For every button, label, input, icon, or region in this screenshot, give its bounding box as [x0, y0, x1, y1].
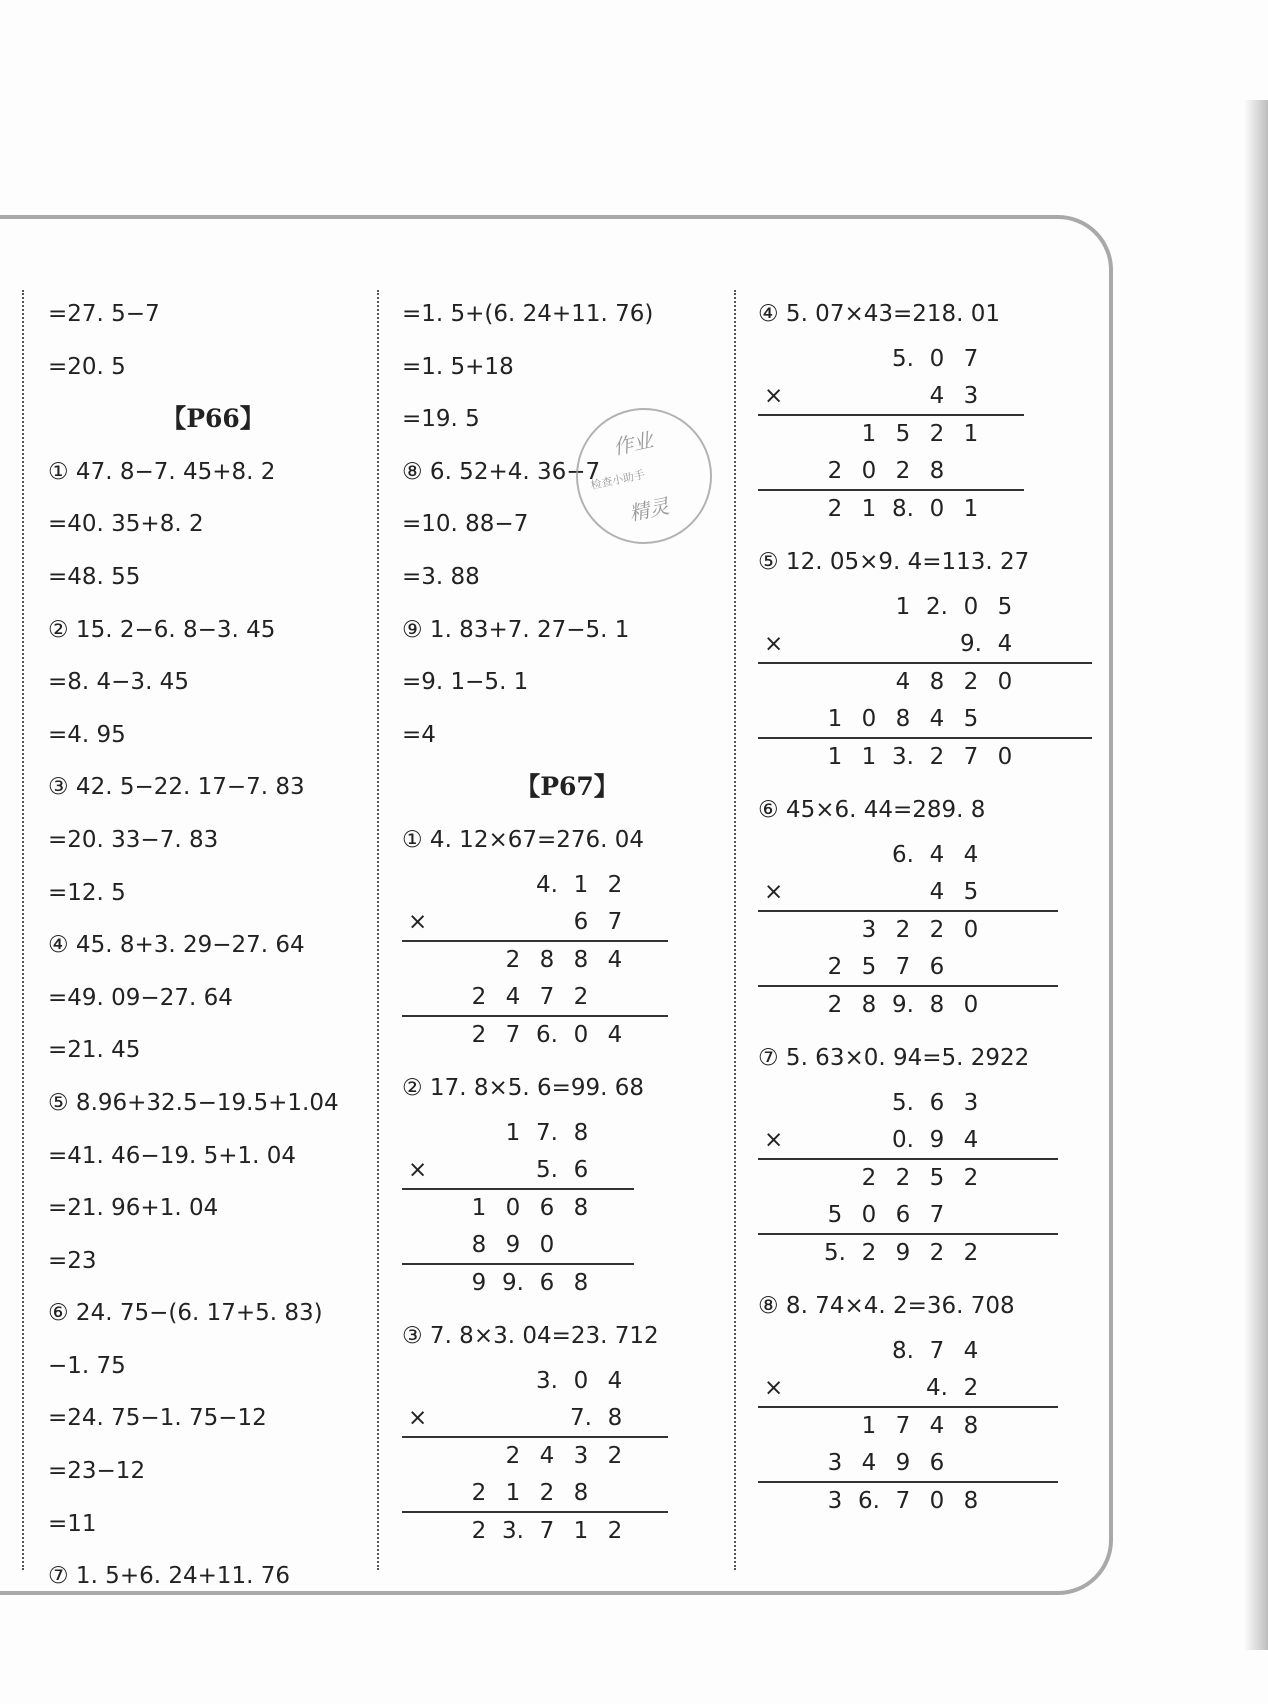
answer-line: =8. 4−3. 45	[48, 669, 189, 696]
answer-line: ⑧ 8. 74×4. 2=36. 708	[758, 1293, 1015, 1320]
calc-digit: 9.	[892, 991, 914, 1018]
answer-line: ⑧ 6. 52+4. 36−7	[402, 458, 601, 485]
answer-line: ① 47. 8−7. 45+8. 2	[48, 458, 276, 485]
calc-digit: 8	[607, 1405, 623, 1432]
calc-row	[758, 341, 1024, 379]
calc-digit: 2	[895, 916, 911, 943]
calc-digit: 7	[929, 1337, 945, 1364]
calc-digit: 1	[471, 1194, 487, 1221]
calc-digit: 6	[539, 1194, 555, 1221]
multiply-sign: ×	[764, 879, 784, 906]
calc-digit: 5.	[892, 345, 914, 372]
calc-digit: 4	[929, 706, 945, 733]
calc-digit: 8.	[892, 495, 914, 522]
calc-row	[402, 1227, 634, 1265]
calc-digit: 3	[827, 1450, 843, 1477]
calc-row	[758, 1085, 1058, 1123]
calc-digit: 8	[861, 991, 877, 1018]
vertical-calculation	[758, 341, 1024, 529]
calc-row	[402, 1438, 668, 1476]
calc-digit: 2	[895, 1164, 911, 1191]
answer-line: ⑦ 5. 63×0. 94=5. 2922	[758, 1045, 1030, 1072]
answer-line: ⑨ 1. 83+7. 27−5. 1	[402, 616, 630, 643]
answer-line: ③ 42. 5−22. 17−7. 83	[48, 774, 305, 801]
multiply-sign: ×	[408, 1157, 428, 1184]
calc-row	[758, 1370, 1058, 1408]
calc-digit: 2	[573, 984, 589, 1011]
calc-digit: 2	[929, 916, 945, 943]
calc-digit: 8	[573, 1480, 589, 1507]
page-edge-shadow	[1244, 100, 1268, 1650]
calc-digit: 2	[827, 991, 843, 1018]
answer-line: =20. 5	[48, 353, 126, 380]
calc-digit: 3	[827, 1487, 843, 1514]
calc-row	[758, 453, 1024, 491]
calc-digit: 7.	[536, 1119, 558, 1146]
calc-digit: 0	[929, 495, 945, 522]
calc-digit: 0.	[892, 1127, 914, 1154]
calc-digit: 4	[607, 1367, 623, 1394]
calc-digit: 6	[929, 1450, 945, 1477]
calc-digit: 3	[963, 1089, 979, 1116]
calc-digit: 4	[997, 631, 1013, 658]
calc-digit: 6	[929, 1089, 945, 1116]
calc-digit: 8.	[892, 1337, 914, 1364]
calc-digit: 2	[929, 1239, 945, 1266]
answer-line: ⑤ 8.96+32.5−19.5+1.04	[48, 1089, 339, 1116]
calc-row	[402, 867, 668, 905]
calc-row	[402, 1115, 634, 1153]
calc-digit: 2	[539, 1480, 555, 1507]
calc-digit: 8	[471, 1232, 487, 1259]
calc-digit: 5	[997, 593, 1013, 620]
calc-digit: 3.	[536, 1367, 558, 1394]
calc-digit: 4	[539, 1442, 555, 1469]
calc-digit: 2.	[926, 593, 948, 620]
calc-digit: 2	[471, 1021, 487, 1048]
calc-digit: 0	[997, 743, 1013, 770]
stamp-text-mid: 检查小助手	[589, 467, 647, 493]
calc-digit: 8	[929, 668, 945, 695]
answer-line: ⑦ 1. 5+6. 24+11. 76	[48, 1563, 291, 1590]
calc-row	[758, 589, 1092, 627]
calc-digit: 4	[963, 841, 979, 868]
calc-digit: 1	[963, 495, 979, 522]
calc-digit: 8	[573, 1119, 589, 1146]
calc-digit: 1	[895, 593, 911, 620]
section-heading: 【P67】	[515, 772, 619, 802]
calc-row	[758, 378, 1024, 416]
calc-digit: 2	[895, 458, 911, 485]
answer-line: ④ 5. 07×43=218. 01	[758, 301, 1001, 327]
answer-line: ① 4. 12×67=276. 04	[402, 826, 645, 853]
calc-digit: 2	[505, 1442, 521, 1469]
calc-row	[402, 1017, 668, 1055]
calc-digit: 7.	[570, 1405, 592, 1432]
calc-row	[758, 1483, 1058, 1521]
calc-row	[758, 1122, 1058, 1160]
calc-digit: 1	[861, 743, 877, 770]
calc-digit: 2	[827, 458, 843, 485]
answer-line: =20. 33−7. 83	[48, 826, 219, 853]
vertical-calculation	[402, 867, 668, 1055]
vertical-calculation	[402, 1363, 668, 1551]
calc-row	[402, 904, 668, 942]
calc-digit: 1	[573, 871, 589, 898]
calc-row	[758, 1160, 1058, 1198]
vertical-calculation	[758, 837, 1058, 1025]
stamp-text-bottom: 精灵	[627, 493, 672, 526]
calc-digit: 6.	[892, 841, 914, 868]
calc-digit: 0	[505, 1194, 521, 1221]
column-divider	[22, 290, 24, 1570]
calc-digit: 4	[929, 841, 945, 868]
calc-row	[758, 1235, 1058, 1273]
calc-digit: 7	[505, 1021, 521, 1048]
calc-row	[402, 942, 668, 980]
calc-digit: 9	[895, 1450, 911, 1477]
calc-digit: 0	[997, 668, 1013, 695]
calc-digit: 2	[963, 1375, 979, 1402]
calc-row	[402, 979, 668, 1017]
calc-digit: 5	[827, 1202, 843, 1229]
calc-digit: 9	[505, 1232, 521, 1259]
calc-digit: 1	[573, 1517, 589, 1544]
calc-digit: 7	[929, 1202, 945, 1229]
answer-line: ⑤ 12. 05×9. 4=113. 27	[758, 549, 1030, 576]
calc-digit: 5.	[824, 1239, 846, 1266]
calc-digit: 4	[963, 1337, 979, 1364]
calc-digit: 9	[471, 1269, 487, 1296]
vertical-calculation	[758, 1085, 1058, 1273]
calc-digit: 1	[861, 1412, 877, 1439]
calc-digit: 8	[929, 458, 945, 485]
answer-line: =23−12	[48, 1458, 146, 1485]
answer-column-3	[758, 288, 1098, 1528]
calc-digit: 0	[963, 916, 979, 943]
calc-digit: 0	[929, 1487, 945, 1514]
calc-digit: 0	[861, 458, 877, 485]
calc-digit: 4.	[926, 1375, 948, 1402]
calc-digit: 4	[929, 383, 945, 410]
calc-row	[758, 664, 1092, 702]
calc-digit: 1	[827, 743, 843, 770]
answer-line: ⑥ 24. 75−(6. 17+5. 83)	[48, 1300, 323, 1327]
calc-digit: 8	[895, 706, 911, 733]
calc-digit: 6.	[536, 1021, 558, 1048]
calc-digit: 4	[963, 1127, 979, 1154]
calc-digit: 1	[827, 706, 843, 733]
answer-line: =4	[402, 721, 436, 748]
calc-digit: 2	[861, 1239, 877, 1266]
calc-digit: 0	[929, 345, 945, 372]
vertical-calculation	[402, 1115, 634, 1303]
calc-digit: 2	[505, 946, 521, 973]
calc-digit: 3	[963, 383, 979, 410]
calc-digit: 6.	[858, 1487, 880, 1514]
calc-digit: 9	[929, 1127, 945, 1154]
calc-digit: 5.	[536, 1157, 558, 1184]
calc-digit: 2	[607, 1442, 623, 1469]
calc-row	[758, 626, 1092, 664]
multiply-sign: ×	[764, 631, 784, 658]
answer-line: =1. 5+(6. 24+11. 76)	[402, 301, 654, 327]
calc-row	[758, 987, 1058, 1025]
calc-row	[758, 1333, 1058, 1371]
calc-digit: 3	[573, 1442, 589, 1469]
calc-digit: 2	[963, 668, 979, 695]
calc-row	[402, 1152, 634, 1190]
calc-digit: 4	[505, 984, 521, 1011]
calc-digit: 8	[573, 946, 589, 973]
calc-digit: 9.	[502, 1269, 524, 1296]
calc-digit: 1	[505, 1480, 521, 1507]
answer-line: =49. 09−27. 64	[48, 984, 233, 1011]
calc-digit: 6	[573, 909, 589, 936]
calc-digit: 2	[929, 743, 945, 770]
calc-digit: 3	[861, 916, 877, 943]
multiply-sign: ×	[764, 1127, 784, 1154]
calc-digit: 6	[539, 1269, 555, 1296]
calc-digit: 7	[895, 1412, 911, 1439]
calc-row	[758, 837, 1058, 875]
calc-digit: 2	[827, 954, 843, 981]
calc-row	[402, 1400, 668, 1438]
answer-line: =27. 5−7	[48, 301, 160, 327]
vertical-calculation	[758, 589, 1092, 777]
calc-digit: 2	[963, 1164, 979, 1191]
calc-digit: 8	[963, 1487, 979, 1514]
answer-line: =21. 96+1. 04	[48, 1195, 219, 1222]
stamp-text-top: 作业	[610, 427, 656, 460]
answer-column-1	[48, 288, 378, 1603]
calc-row	[758, 1445, 1058, 1483]
answer-line: =1. 5+18	[402, 353, 514, 380]
calc-row	[402, 1513, 668, 1551]
calc-digit: 3.	[502, 1517, 524, 1544]
calc-digit: 1	[505, 1119, 521, 1146]
calc-digit: 4	[607, 946, 623, 973]
calc-digit: 9.	[960, 631, 982, 658]
calc-row	[758, 1408, 1058, 1446]
calc-digit: 0	[573, 1367, 589, 1394]
answer-line: =23	[48, 1247, 97, 1274]
answer-line: =3. 88	[402, 563, 480, 590]
answer-line: =4. 95	[48, 721, 126, 748]
calc-digit: 8	[963, 1412, 979, 1439]
calc-digit: 7	[607, 909, 623, 936]
answer-line: −1. 75	[48, 1352, 126, 1379]
answer-line: =24. 75−1. 75−12	[48, 1405, 267, 1432]
calc-digit: 1	[861, 420, 877, 447]
calc-digit: 0	[861, 706, 877, 733]
answer-line: ② 17. 8×5. 6=99. 68	[402, 1075, 645, 1102]
calc-digit: 7	[963, 743, 979, 770]
calc-digit: 9	[895, 1239, 911, 1266]
calc-digit: 8	[539, 946, 555, 973]
answer-line: =12. 5	[48, 879, 126, 906]
calc-digit: 4	[607, 1021, 623, 1048]
calc-row	[758, 491, 1024, 529]
answer-line: ③ 7. 8×3. 04=23. 712	[402, 1323, 659, 1350]
calc-digit: 2	[861, 1164, 877, 1191]
calc-digit: 6	[573, 1157, 589, 1184]
calc-row	[758, 701, 1092, 739]
calc-digit: 6	[929, 954, 945, 981]
answer-line: =48. 55	[48, 563, 141, 590]
calc-row	[758, 739, 1092, 777]
calc-digit: 8	[573, 1269, 589, 1296]
calc-digit: 1	[861, 495, 877, 522]
calc-digit: 7	[895, 1487, 911, 1514]
answer-line: =40. 35+8. 2	[48, 511, 204, 538]
calc-row	[758, 416, 1024, 454]
calc-digit: 2	[963, 1239, 979, 1266]
calc-digit: 2	[471, 984, 487, 1011]
calc-digit: 2	[471, 1517, 487, 1544]
calc-digit: 5.	[892, 1089, 914, 1116]
calc-row	[402, 1363, 668, 1401]
calc-digit: 0	[573, 1021, 589, 1048]
calc-digit: 2	[607, 1517, 623, 1544]
vertical-calculation	[758, 1333, 1058, 1521]
calc-digit: 2	[607, 871, 623, 898]
calc-digit: 7	[895, 954, 911, 981]
multiply-sign: ×	[408, 1405, 428, 1432]
multiply-sign: ×	[764, 383, 784, 410]
calc-digit: 0	[963, 991, 979, 1018]
calc-digit: 7	[539, 984, 555, 1011]
answer-line: =41. 46−19. 5+1. 04	[48, 1142, 297, 1169]
calc-digit: 0	[861, 1202, 877, 1229]
section-heading: 【P66】	[161, 404, 265, 434]
calc-digit: 7	[539, 1517, 555, 1544]
calc-digit: 2	[827, 495, 843, 522]
calc-digit: 8	[573, 1194, 589, 1221]
calc-digit: 5	[963, 879, 979, 906]
calc-row	[402, 1190, 634, 1228]
calc-digit: 1	[963, 420, 979, 447]
calc-digit: 2	[929, 420, 945, 447]
calc-digit: 5	[963, 706, 979, 733]
answer-line: =19. 5	[402, 406, 480, 433]
calc-digit: 4	[861, 1450, 877, 1477]
calc-digit: 5	[929, 1164, 945, 1191]
calc-digit: 4.	[536, 871, 558, 898]
calc-row	[758, 912, 1058, 950]
calc-digit: 4	[929, 1412, 945, 1439]
calc-digit: 0	[963, 593, 979, 620]
calc-digit: 5	[895, 420, 911, 447]
answer-line: =11	[48, 1510, 97, 1537]
calc-row	[758, 949, 1058, 987]
calc-row	[758, 1197, 1058, 1235]
calc-row	[402, 1475, 668, 1513]
answer-line: ④ 45. 8+3. 29−27. 64	[48, 932, 305, 959]
calc-digit: 5	[861, 954, 877, 981]
calc-digit: 4	[929, 879, 945, 906]
answer-line: ⑥ 45×6. 44=289. 8	[758, 797, 986, 824]
multiply-sign: ×	[408, 909, 428, 936]
calc-digit: 4	[895, 668, 911, 695]
calc-digit: 3.	[892, 743, 914, 770]
calc-row	[402, 1265, 634, 1303]
answer-line: =9. 1−5. 1	[402, 669, 529, 696]
calc-digit: 2	[471, 1480, 487, 1507]
calc-row	[758, 874, 1058, 912]
answer-line: =10. 88−7	[402, 511, 529, 538]
calc-digit: 6	[895, 1202, 911, 1229]
calc-digit: 0	[539, 1232, 555, 1259]
multiply-sign: ×	[764, 1375, 784, 1402]
answer-line: =21. 45	[48, 1037, 141, 1064]
calc-digit: 8	[929, 991, 945, 1018]
calc-digit: 7	[963, 345, 979, 372]
answer-line: ② 15. 2−6. 8−3. 45	[48, 616, 276, 643]
column-divider	[734, 290, 736, 1570]
